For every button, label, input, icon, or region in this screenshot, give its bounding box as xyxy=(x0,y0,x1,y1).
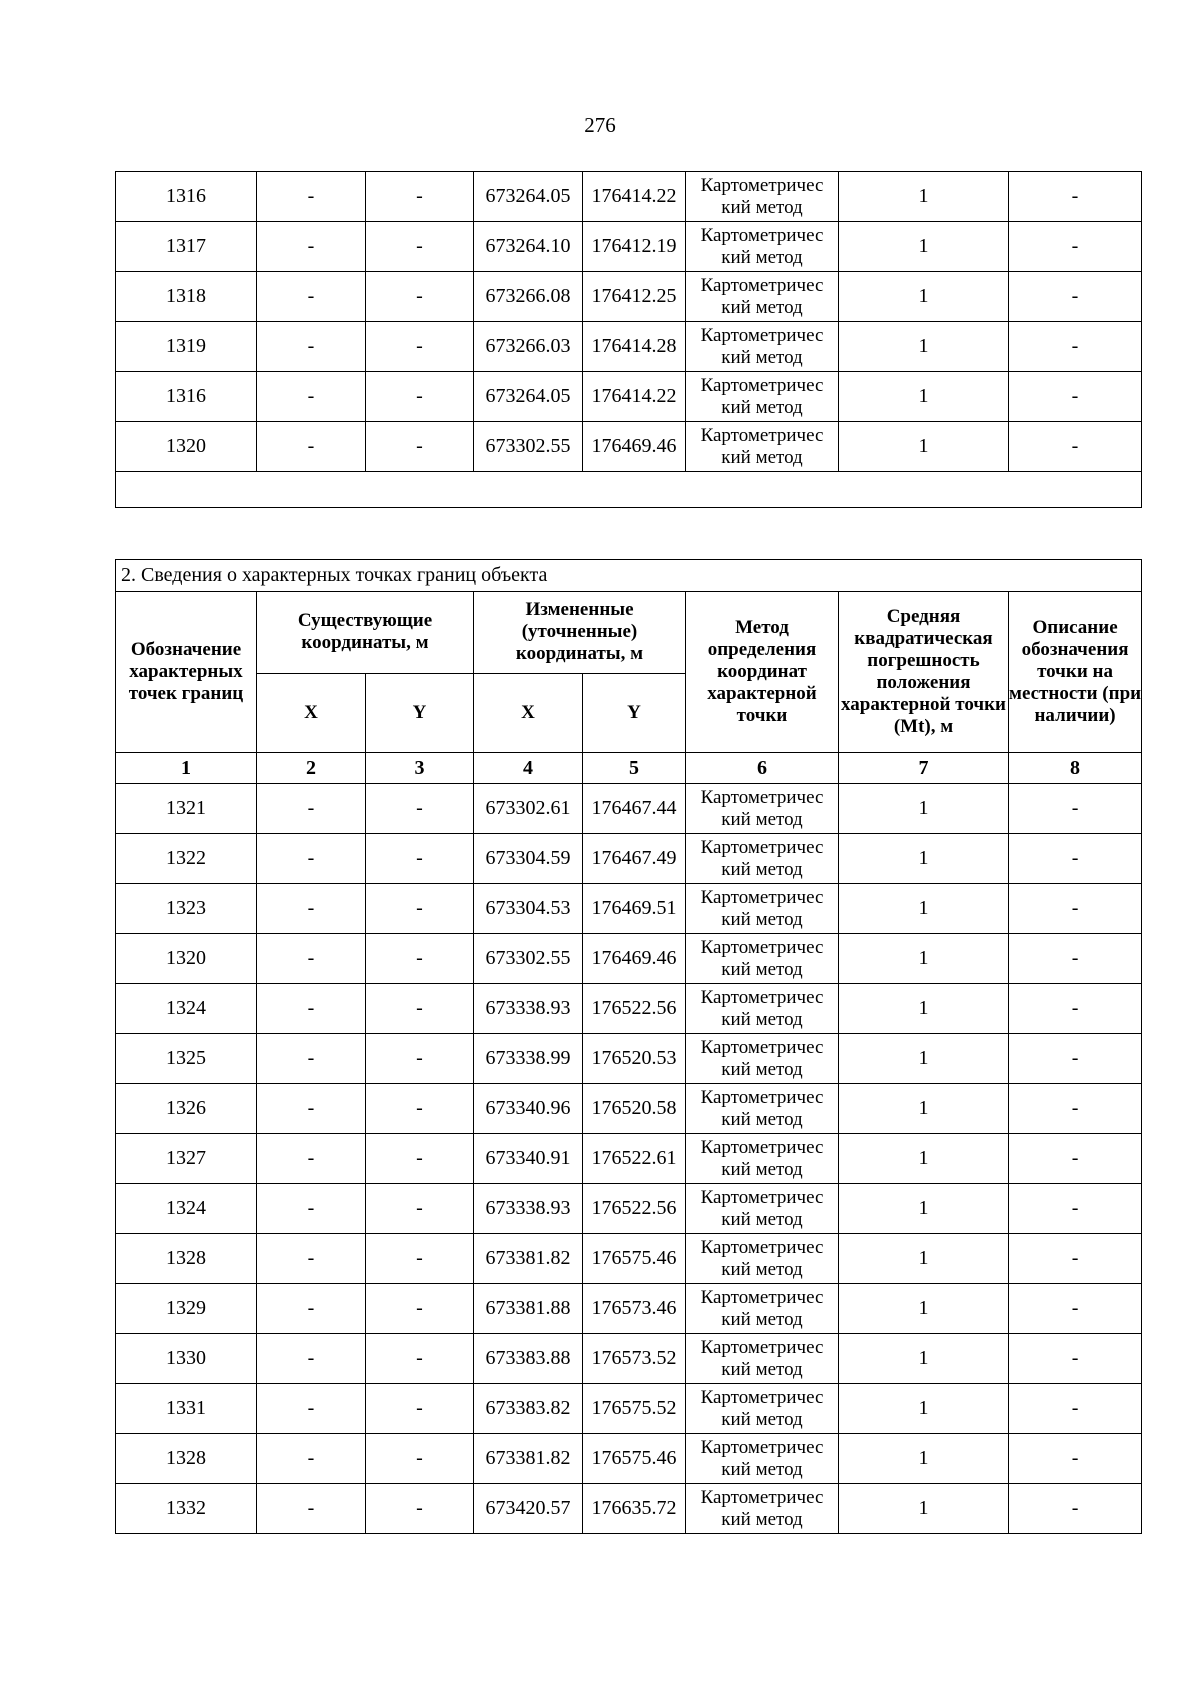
changed-y-cell: 176575.46 xyxy=(583,1434,686,1484)
method-cell: Картометричес кий метод xyxy=(686,1334,839,1384)
changed-y-cell: 176635.72 xyxy=(583,1484,686,1534)
existing-y-cell: - xyxy=(366,1134,474,1184)
existing-x-cell: - xyxy=(257,1334,366,1384)
existing-y-cell: - xyxy=(366,1434,474,1484)
section-title: 2. Сведения о характерных точках границ объекта xyxy=(116,560,1142,592)
header-row-1 xyxy=(116,592,1142,674)
changed-x-cell: 673383.88 xyxy=(474,1334,583,1384)
point-number-cell: 1328 xyxy=(116,1434,257,1484)
column-number: 4 xyxy=(474,753,583,784)
error-mt-cell: 1 xyxy=(839,934,1009,984)
error-mt-cell: 1 xyxy=(839,834,1009,884)
table-row xyxy=(116,1034,1142,1084)
error-mt-cell: 1 xyxy=(839,322,1009,372)
header-designation: Обозначение характерных точек границ xyxy=(116,592,257,753)
error-mt-cell: 1 xyxy=(839,1334,1009,1384)
description-cell: - xyxy=(1009,322,1142,372)
changed-y-cell: 176522.56 xyxy=(583,984,686,1034)
changed-x-cell: 673264.05 xyxy=(474,172,583,222)
table-row xyxy=(116,272,1142,322)
existing-x-cell: - xyxy=(257,984,366,1034)
method-cell: Картометричес кий метод xyxy=(686,1484,839,1534)
error-mt-cell: 1 xyxy=(839,1434,1009,1484)
point-number-cell: 1321 xyxy=(116,784,257,834)
changed-y-cell: 176412.25 xyxy=(583,272,686,322)
point-number-cell: 1319 xyxy=(116,322,257,372)
table-row xyxy=(116,1334,1142,1384)
changed-x-cell: 673302.55 xyxy=(474,934,583,984)
changed-x-cell: 673304.53 xyxy=(474,884,583,934)
column-numbers-row xyxy=(116,753,1142,784)
point-number-cell: 1323 xyxy=(116,884,257,934)
method-cell: Картометричес кий метод xyxy=(686,1384,839,1434)
point-number-cell: 1329 xyxy=(116,1284,257,1334)
existing-x-cell: - xyxy=(257,1484,366,1534)
table-row xyxy=(116,1284,1142,1334)
method-cell: Картометричес кий метод xyxy=(686,272,839,322)
existing-x-cell: - xyxy=(257,1234,366,1284)
section-title-row xyxy=(116,560,1142,592)
point-number-cell: 1316 xyxy=(116,372,257,422)
point-number-cell: 1332 xyxy=(116,1484,257,1534)
point-number-cell: 1324 xyxy=(116,984,257,1034)
changed-y-cell: 176575.46 xyxy=(583,1234,686,1284)
changed-x-cell: 673338.99 xyxy=(474,1034,583,1084)
changed-y-cell: 176467.49 xyxy=(583,834,686,884)
existing-y-cell: - xyxy=(366,1084,474,1134)
table-row xyxy=(116,222,1142,272)
changed-x-cell: 673266.08 xyxy=(474,272,583,322)
method-cell: Картометричес кий метод xyxy=(686,1084,839,1134)
existing-x-cell: - xyxy=(257,172,366,222)
existing-y-cell: - xyxy=(366,1384,474,1434)
existing-y-cell: - xyxy=(366,222,474,272)
changed-y-cell: 176522.61 xyxy=(583,1134,686,1184)
changed-x-cell: 673338.93 xyxy=(474,984,583,1034)
boundary-points-table-continued xyxy=(115,171,1142,508)
existing-x-cell: - xyxy=(257,1434,366,1484)
changed-x-cell: 673338.93 xyxy=(474,1184,583,1234)
changed-y-cell: 176412.19 xyxy=(583,222,686,272)
description-cell: - xyxy=(1009,984,1142,1034)
table-row xyxy=(116,372,1142,422)
point-number-cell: 1320 xyxy=(116,934,257,984)
table-row xyxy=(116,1484,1142,1534)
description-cell: - xyxy=(1009,1334,1142,1384)
changed-y-cell: 176520.53 xyxy=(583,1034,686,1084)
description-cell: - xyxy=(1009,884,1142,934)
changed-y-cell: 176573.52 xyxy=(583,1334,686,1384)
table-row xyxy=(116,984,1142,1034)
existing-y-cell: - xyxy=(366,834,474,884)
changed-x-cell: 673264.10 xyxy=(474,222,583,272)
boundary-points-table xyxy=(115,559,1142,1534)
page-number: 276 xyxy=(584,113,616,137)
method-cell: Картометричес кий метод xyxy=(686,422,839,472)
table-row xyxy=(116,1234,1142,1284)
existing-x-cell: - xyxy=(257,322,366,372)
description-cell: - xyxy=(1009,1234,1142,1284)
point-number-cell: 1326 xyxy=(116,1084,257,1134)
column-number: 6 xyxy=(686,753,839,784)
changed-x-cell: 673304.59 xyxy=(474,834,583,884)
description-cell: - xyxy=(1009,1184,1142,1234)
column-number: 1 xyxy=(116,753,257,784)
description-cell: - xyxy=(1009,422,1142,472)
column-number: 5 xyxy=(583,753,686,784)
existing-x-cell: - xyxy=(257,372,366,422)
description-cell: - xyxy=(1009,934,1142,984)
description-cell: - xyxy=(1009,172,1142,222)
existing-x-cell: - xyxy=(257,222,366,272)
existing-x-cell: - xyxy=(257,1184,366,1234)
method-cell: Картометричес кий метод xyxy=(686,1234,839,1284)
method-cell: Картометричес кий метод xyxy=(686,1184,839,1234)
point-number-cell: 1327 xyxy=(116,1134,257,1184)
error-mt-cell: 1 xyxy=(839,1234,1009,1284)
column-number: 7 xyxy=(839,753,1009,784)
changed-x-cell: 673302.61 xyxy=(474,784,583,834)
description-cell: - xyxy=(1009,1134,1142,1184)
existing-y-cell: - xyxy=(366,884,474,934)
method-cell: Картометричес кий метод xyxy=(686,1034,839,1084)
point-number-cell: 1324 xyxy=(116,1184,257,1234)
header-error: Средняя квадратическая погрешность положения характерной точки (Mt), м xyxy=(839,592,1009,753)
error-mt-cell: 1 xyxy=(839,1184,1009,1234)
header-description: Описание обозначения точки на местности (при наличии) xyxy=(1009,592,1142,753)
point-number-cell: 1330 xyxy=(116,1334,257,1384)
changed-y-cell: 176573.46 xyxy=(583,1284,686,1334)
changed-y-cell: 176469.51 xyxy=(583,884,686,934)
method-cell: Картометричес кий метод xyxy=(686,784,839,834)
existing-y-cell: - xyxy=(366,1284,474,1334)
point-number-cell: 1318 xyxy=(116,272,257,322)
error-mt-cell: 1 xyxy=(839,784,1009,834)
error-mt-cell: 1 xyxy=(839,1484,1009,1534)
changed-y-cell: 176469.46 xyxy=(583,934,686,984)
existing-y-cell: - xyxy=(366,422,474,472)
description-cell: - xyxy=(1009,1084,1142,1134)
changed-y-cell: 176414.22 xyxy=(583,172,686,222)
changed-y-cell: 176469.46 xyxy=(583,422,686,472)
error-mt-cell: 1 xyxy=(839,372,1009,422)
error-mt-cell: 1 xyxy=(839,422,1009,472)
method-cell: Картометричес кий метод xyxy=(686,372,839,422)
existing-y-cell: - xyxy=(366,1484,474,1534)
existing-y-cell: - xyxy=(366,1034,474,1084)
header-changed-coordinates: Измененные (уточненные) координаты, м xyxy=(474,592,686,674)
existing-x-cell: - xyxy=(257,884,366,934)
error-mt-cell: 1 xyxy=(839,222,1009,272)
changed-x-cell: 673381.88 xyxy=(474,1284,583,1334)
table-row xyxy=(116,934,1142,984)
description-cell: - xyxy=(1009,834,1142,884)
point-number-cell: 1320 xyxy=(116,422,257,472)
method-cell: Картометричес кий метод xyxy=(686,172,839,222)
changed-x-cell: 673264.05 xyxy=(474,372,583,422)
header-method: Метод определения координат характерной точки xyxy=(686,592,839,753)
existing-y-cell: - xyxy=(366,934,474,984)
table-row xyxy=(116,834,1142,884)
column-number: 2 xyxy=(257,753,366,784)
table-row xyxy=(116,784,1142,834)
existing-x-cell: - xyxy=(257,934,366,984)
changed-y-cell: 176575.52 xyxy=(583,1384,686,1434)
method-cell: Картометричес кий метод xyxy=(686,834,839,884)
existing-x-cell: - xyxy=(257,1384,366,1434)
existing-x-cell: - xyxy=(257,1084,366,1134)
description-cell: - xyxy=(1009,1034,1142,1084)
error-mt-cell: 1 xyxy=(839,1134,1009,1184)
changed-x-cell: 673266.03 xyxy=(474,322,583,372)
table-row xyxy=(116,884,1142,934)
changed-x-cell: 673383.82 xyxy=(474,1384,583,1434)
column-number: 3 xyxy=(366,753,474,784)
description-cell: - xyxy=(1009,272,1142,322)
existing-x-cell: - xyxy=(257,272,366,322)
point-number-cell: 1317 xyxy=(116,222,257,272)
existing-y-cell: - xyxy=(366,1184,474,1234)
table-row xyxy=(116,422,1142,472)
changed-y-cell: 176414.22 xyxy=(583,372,686,422)
point-number-cell: 1328 xyxy=(116,1234,257,1284)
error-mt-cell: 1 xyxy=(839,172,1009,222)
existing-x-cell: - xyxy=(257,1134,366,1184)
method-cell: Картометричес кий метод xyxy=(686,1434,839,1484)
table-row xyxy=(116,1084,1142,1134)
table-row xyxy=(116,1384,1142,1434)
existing-x-cell: - xyxy=(257,1034,366,1084)
error-mt-cell: 1 xyxy=(839,272,1009,322)
error-mt-cell: 1 xyxy=(839,1384,1009,1434)
existing-x-cell: - xyxy=(257,1284,366,1334)
existing-y-cell: - xyxy=(366,1334,474,1384)
method-cell: Картометричес кий метод xyxy=(686,884,839,934)
table1-body xyxy=(116,172,1142,472)
changed-x-cell: 673381.82 xyxy=(474,1434,583,1484)
method-cell: Картометричес кий метод xyxy=(686,222,839,272)
changed-x-cell: 673340.96 xyxy=(474,1084,583,1134)
table-row xyxy=(116,1434,1142,1484)
existing-y-cell: - xyxy=(366,372,474,422)
header-changed-y: Y xyxy=(583,673,686,753)
existing-y-cell: - xyxy=(366,172,474,222)
description-cell: - xyxy=(1009,1484,1142,1534)
table2-body xyxy=(116,784,1142,1534)
description-cell: - xyxy=(1009,222,1142,272)
existing-y-cell: - xyxy=(366,784,474,834)
header-changed-x: X xyxy=(474,673,583,753)
existing-y-cell: - xyxy=(366,272,474,322)
changed-y-cell: 176520.58 xyxy=(583,1084,686,1134)
error-mt-cell: 1 xyxy=(839,1034,1009,1084)
changed-x-cell: 673340.91 xyxy=(474,1134,583,1184)
error-mt-cell: 1 xyxy=(839,884,1009,934)
column-number: 8 xyxy=(1009,753,1142,784)
changed-y-cell: 176467.44 xyxy=(583,784,686,834)
point-number-cell: 1325 xyxy=(116,1034,257,1084)
description-cell: - xyxy=(1009,1284,1142,1334)
description-cell: - xyxy=(1009,784,1142,834)
header-existing-y: Y xyxy=(366,673,474,753)
existing-y-cell: - xyxy=(366,322,474,372)
description-cell: - xyxy=(1009,1434,1142,1484)
changed-x-cell: 673302.55 xyxy=(474,422,583,472)
point-number-cell: 1322 xyxy=(116,834,257,884)
method-cell: Картометричес кий метод xyxy=(686,1284,839,1334)
description-cell: - xyxy=(1009,1384,1142,1434)
table-row xyxy=(116,322,1142,372)
error-mt-cell: 1 xyxy=(839,1084,1009,1134)
method-cell: Картометричес кий метод xyxy=(686,1134,839,1184)
existing-y-cell: - xyxy=(366,984,474,1034)
point-number-cell: 1331 xyxy=(116,1384,257,1434)
changed-y-cell: 176414.28 xyxy=(583,322,686,372)
changed-y-cell: 176522.56 xyxy=(583,1184,686,1234)
empty-row xyxy=(116,472,1142,508)
existing-x-cell: - xyxy=(257,422,366,472)
method-cell: Картометричес кий метод xyxy=(686,934,839,984)
method-cell: Картометричес кий метод xyxy=(686,322,839,372)
existing-y-cell: - xyxy=(366,1234,474,1284)
table-row xyxy=(116,172,1142,222)
changed-x-cell: 673381.82 xyxy=(474,1234,583,1284)
method-cell: Картометричес кий метод xyxy=(686,984,839,1034)
description-cell: - xyxy=(1009,372,1142,422)
existing-x-cell: - xyxy=(257,834,366,884)
changed-x-cell: 673420.57 xyxy=(474,1484,583,1534)
point-number-cell: 1316 xyxy=(116,172,257,222)
error-mt-cell: 1 xyxy=(839,984,1009,1034)
header-existing-coordinates: Существующие координаты, м xyxy=(257,592,474,674)
header-existing-x: X xyxy=(257,673,366,753)
table-row xyxy=(116,1134,1142,1184)
error-mt-cell: 1 xyxy=(839,1284,1009,1334)
table-row xyxy=(116,1184,1142,1234)
existing-x-cell: - xyxy=(257,784,366,834)
